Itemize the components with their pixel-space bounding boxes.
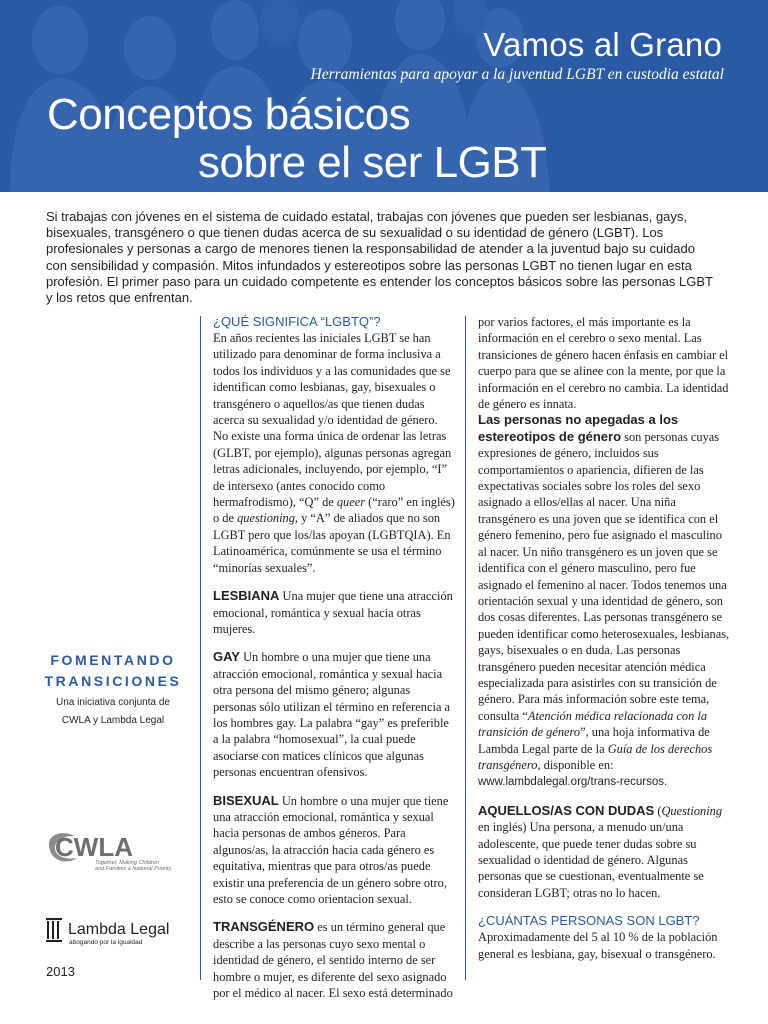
term-gay: GAY — [213, 649, 240, 665]
initiative-title-line2: TRANSICIONES — [44, 673, 182, 689]
column-rule-left — [200, 316, 201, 980]
lgbtq-definition: En años recientes las iniciales LGBT se han utilizado para denominar de forma inclusiva a todos los individuos y a las comunidades que se identifican como lesbianas, gay, bisexuales o transgénero o aquellos/as que tienen dudas acerca su sexualidad y/o identidad de género. No existe una forma única de ordenar las letras (GLBT, por ejemplo), algunas personas agregan letras adicionales, incluyendo, por ejemplo, “I” de intersexo (antes conocido como hermafrodismo), “Q” de queer (“raro” en inglés) o de questioning, y “A” de aliados que no son LGBT pero que los/las apoyan (LGBTQIA). En Latinoamérica, comúnmente se usa el término “minorías sexuales”. — [213, 331, 455, 575]
sidebar-initiative — [28, 650, 198, 728]
column-2 — [478, 314, 730, 962]
lambda-tag: abogando por la igualdad — [69, 939, 143, 946]
column-1 — [213, 314, 455, 1001]
term-lesbiana: LESBIANA — [213, 588, 280, 604]
publication-year: 2013 — [46, 964, 75, 979]
lambda-legal-logo — [44, 914, 194, 948]
bisexual-entry: BISEXUAL Un hombre o una mujer que tiene una atracción emocional, romántica y sexual hacia personas de ambos géneros. Para algunos/as, la atracción hacia cada género es equitativa, mientras que para otros/as puede existir una preferencia de un género sobre otro, esto se conoce como orientacion sexual. — [213, 792, 449, 906]
series-title: Vamos al Grano — [483, 26, 722, 63]
trans-resources-link[interactable]: www.lambdalegal.org/trans-recursos. — [478, 776, 668, 789]
lesbiana-entry: LESBIANA Una mujer que tiene una atracción emocional, romántica y sexual hacia otras mujeres. — [213, 588, 453, 636]
initiative-title-line1: FOMENTANDO — [50, 652, 176, 668]
header-banner — [0, 0, 768, 192]
term-transgenero: TRANSGÉNERO — [213, 919, 315, 935]
term-bisexual: BISEXUAL — [213, 792, 279, 808]
lambda-columns-icon — [46, 918, 62, 942]
page-title-line1: Conceptos básicos — [47, 90, 411, 139]
cwla-tag2: and Families a National Priority — [95, 866, 172, 872]
lambda-logo-text: Lambda Legal — [68, 921, 170, 938]
dudas-entry: AQUELLOS/AS CON DUDAS (Questioning en inglés) Una persona, a menudo un/una adolescente, que puede tener dudas sobre su sexualidad o identidad de género. Algunas personas que se cuestionan, eventualmente se consideran LGBT; otras no lo hacen. — [478, 802, 723, 900]
no-apegadas-entry: Las personas no apegadas a los estereotipos de género son personas cuyas expresiones de género, incluidos sus comportamientos o apariencia, difieren de las expectativas sociales sobre los roles del sexo asignado a ellos/ellas al nacer. Una niña transgénero es una joven que se identifica con el género femenino, pero fue asignado el masculino al nacer. Un niño transgénero es un joven que se identifica con el género masculino, pero fue asignado el femenino al nacer. Todos tenemos una orientación sexual y una identidad de género, son dos cosas diferentes. Las personas transgénero se pueden identificar como heterosexuales, lesbianas, gays, bisexuales o en duda. Las personas transgénero pueden necesitar atención médica especializada para asistirles con su transición de género. Para más información sobre este tema, consulta “Atención médica relacionada con la transición de género”, una hoja informativa de Lambda Legal parte de la Guía de los derechos transgénero, disponible en: www.lambdalegal.org/trans-recursos. — [478, 412, 730, 789]
cwla-logo — [45, 826, 185, 872]
initiative-sub1: Una iniciativa conjunta de — [56, 697, 170, 708]
gay-entry: GAY Un hombre o una mujer que tiene una atracción emocional, romántica y sexual hacia otra persona del mismo género; algunas personas sólo utilizan el término en referencia a los hombres gay. La palabra “gay” es preferible a la palabra “homosexual”, la cual puede asociarse con matices clínicos que algunas personas encuentran ofensivos. — [213, 649, 451, 780]
initiative-sub2: CWLA y Lambda Legal — [61, 715, 165, 726]
transgenero-entry: TRANSGÉNERO es un término general que describe a las personas cuyo sexo mental o identidad de género, el sentido interno de ser hombre o mujer, es diferente del sexo asignado por el médico al nacer. El sexo está determinado — [213, 919, 453, 1001]
term-dudas: AQUELLOS/AS CON DUDAS — [478, 802, 655, 818]
page-title-line2: sobre el ser LGBT — [198, 138, 547, 187]
cuantas-definition: Aproximadamente del 5 al 10 % de la población general es lesbiana, gay, bisexual o transgénero. — [478, 930, 718, 961]
term-no-apegadas: Las personas no apegadas a los estereotipos de género — [478, 412, 679, 444]
section-heading-lgbtq: ¿QUÉ SIGNIFICA “LGBTQ”? — [213, 314, 381, 329]
section-heading-cuantas: ¿CUÁNTAS PERSONAS SON LGBT? — [478, 913, 700, 929]
column-rule-right — [465, 316, 466, 980]
transgenero-continued: por varios factores, el más importante es la información en el cerebro o sexo mental. Las transiciones de género hacen énfasis en cambiar el cuerpo para que se alinee con la mente, por que la información en el cerebro no cambia. La identidad de género es innata. — [478, 315, 729, 412]
series-tagline: Herramientas para apoyar a la juventud LGBT en custodia estatal — [310, 66, 724, 83]
cwla-logo-text: CWLA — [55, 832, 133, 862]
cwla-tag1: Together, Making Children — [95, 860, 160, 866]
intro-paragraph: Si trabajas con jóvenes en el sistema de cuidado estatal, trabajas con jóvenes que pueden ser lesbianas, gays, bisexuales, transgénero o que tienen dudas acerca de su sexualidad o su identidad de género (LGBT). Los profesionales y personas a cargo de menores tienen la responsabilidad de atender a la juventud bajo su cuidado con sensibilidad y compasión. Mitos infundados y estereotipos sobre las personas LGBT no tienen lugar en esta profesión. El primer paso para un cuidado competente es entender los conceptos básicos sobre las personas LGBT y los retos que enfrentan. — [46, 209, 713, 306]
